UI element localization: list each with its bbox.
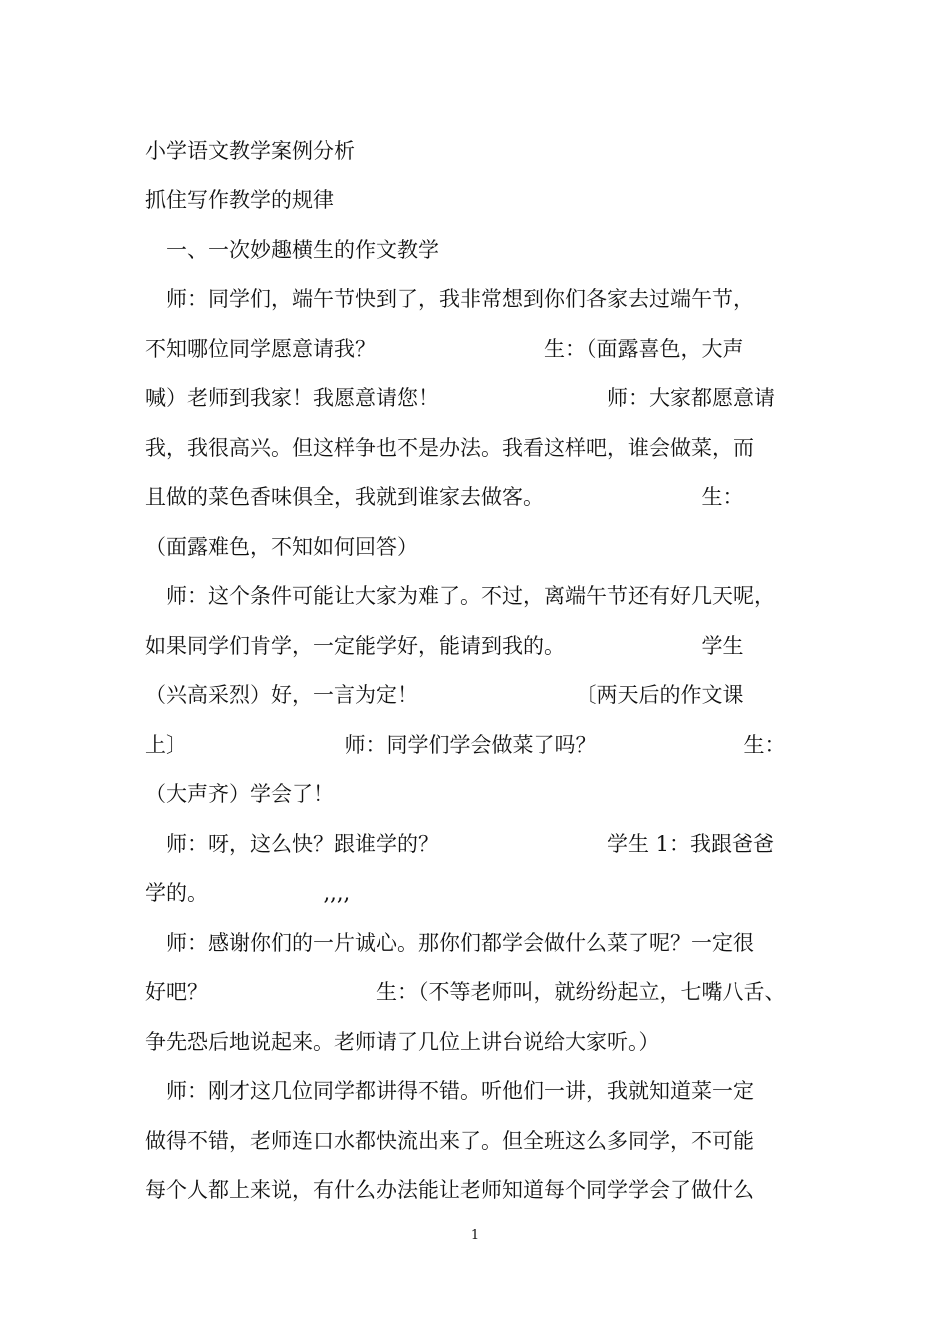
text-line: 如果同学们肯学，一定能学好，能请到我的。 学生 [145, 634, 744, 658]
text-line: 师：呀，这么快？跟谁学的？ 学生 1：我跟爸爸 [145, 832, 775, 856]
text-line: 争先恐后地说起来。老师请了几位上讲台说给大家听。） [145, 1030, 660, 1054]
text-line: （兴高采烈）好，一言为定！ 〔两天后的作文课 [145, 683, 744, 707]
text-line: 师：这个条件可能让大家为难了。不过，离端午节还有好几天呢， [145, 584, 775, 608]
text-line: 学的。 ,,,, [145, 881, 351, 905]
text-line: 每个人都上来说，有什么办法能让老师知道每个同学学会了做什么 [145, 1178, 754, 1202]
text-line: （面露难色，不知如何回答） [145, 535, 418, 559]
text-line: 上〕 师：同学们学会做菜了吗？ 生： [145, 733, 786, 757]
text-line: 不知哪位同学愿意请我？ 生：（面露喜色，大声 [145, 337, 744, 361]
text-line: 且做的菜色香味俱全，我就到谁家去做客。 生： [145, 485, 744, 509]
text-line: 师：感谢你们的一片诚心。那你们都学会做什么菜了呢？一定很 [145, 931, 754, 955]
section-heading: 一、一次妙趣横生的作文教学 [145, 238, 439, 262]
text-line: 师：刚才这几位同学都讲得不错。听他们一讲，我就知道菜一定 [145, 1079, 754, 1103]
text-line: 师：同学们，端午节快到了，我非常想到你们各家去过端午节， [145, 287, 754, 311]
text-line: 喊）老师到我家！我愿意请您！ 师：大家都愿意请 [145, 386, 775, 410]
page-number: 1 [470, 1228, 480, 1243]
text-line: 好吧？ 生：（不等老师叫，就纷纷起立，七嘴八舌、 [145, 980, 786, 1004]
text-line: 我，我很高兴。但这样争也不是办法。我看这样吧，谁会做菜，而 [145, 436, 754, 460]
text-line: 做得不错，老师连口水都快流出来了。但全班这么多同学，不可能 [145, 1129, 754, 1153]
text-line: （大声齐）学会了！ [145, 782, 334, 806]
document-title: 小学语文教学案例分析 [145, 139, 355, 163]
document-subtitle: 抓住写作教学的规律 [145, 188, 334, 212]
